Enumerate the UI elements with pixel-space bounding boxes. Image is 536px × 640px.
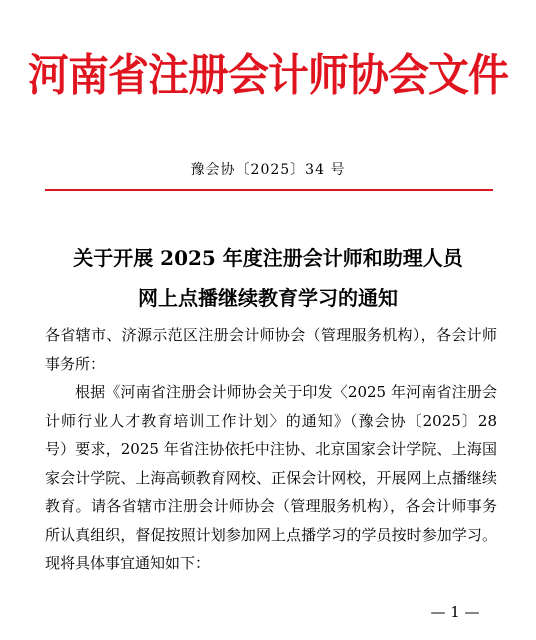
page-number: — 1 — [430, 603, 480, 621]
notice-title-line-2: 网上点播继续教育学习的通知 [138, 286, 398, 310]
document-header [28, 40, 508, 112]
body-paragraph-1: 根据《河南省注册会计师协会关于印发〈2025 年河南省注册会计师行业人才教育培训工作计划〉的通知》（豫会协〔2025〕28 号）要求，2025 年省注协依托中注协、北京国家会计学院、上海国家会计学院、上海高顿教育网校、正保会计网校，开展网上点播继续教育。请各省辖市注册会计师协会（管理服务机构），各会计师事务所认真组织，督促按照计划参加网上点播学习的学员按时参加学习。现将具体事宜通知如下： [45, 383, 497, 572]
salutation-paragraph: 各省辖市、济源示范区注册会计师协会（管理服务机构），各会计师事务所： [45, 326, 497, 373]
red-divider-line [45, 189, 493, 191]
notice-title-line-1: 关于开展 2025 年度注册会计师和助理人员 [73, 246, 463, 270]
notice-body [45, 321, 497, 578]
document-number: 豫会协〔2025〕34 号 [190, 162, 346, 178]
issuing-organization-title: 河南省注册会计师协会文件 [28, 50, 508, 101]
